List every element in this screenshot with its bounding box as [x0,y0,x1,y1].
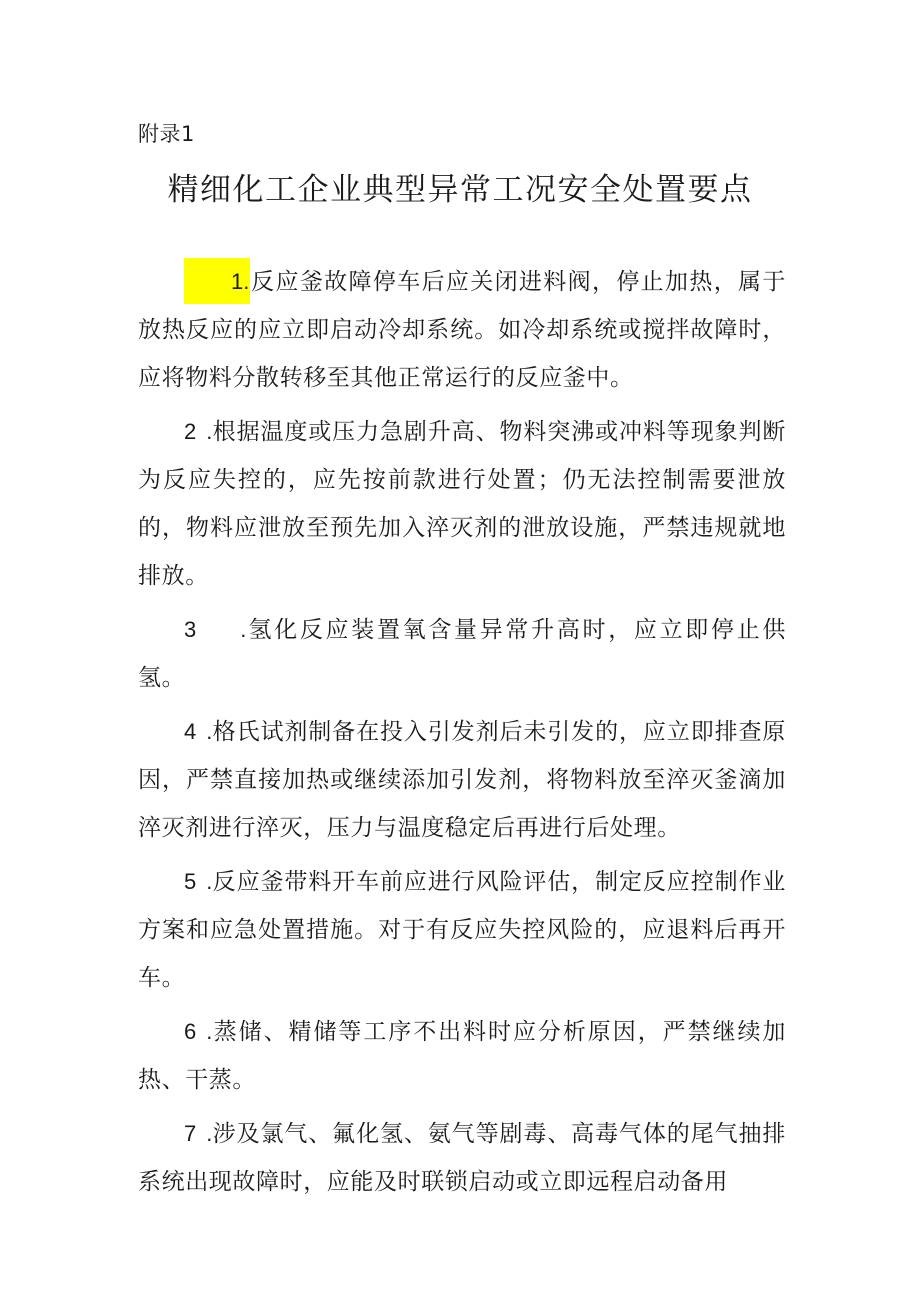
appendix-label: 附录1 [138,122,195,146]
item-separator: . [206,419,213,444]
list-item-1 [138,258,786,402]
item-text: 反应釜带料开车前应进行风险评估，制定反应控制作业方案和应急处置措施。对于有反应失控风险的，应退料后再开车。 [138,869,786,991]
item-text: 氢化反应装置氧含量异常升高时，应立即停止供氢。 [138,617,786,691]
item-text: 蒸储、精储等工序不出料时应分析原因，严禁继续加热、干蒸。 [138,1019,786,1093]
item-number: 4 [184,719,197,744]
item-separator: . [240,617,247,642]
item-text: 根据温度或压力急剧升高、物料突沸或冲料等现象判断为反应失控的，应先按前款进行处置；仍无法控制需要泄放的，物料应泄放至预先加入淬灭剂的泄放设施，严禁违规就地排放。 [138,419,786,589]
list-item-4 [138,708,786,852]
item-separator: . [206,1019,213,1044]
item-separator: . [206,1121,213,1146]
item-text: 格氏试剂制备在投入引发剂后未引发的，应立即排查原因，严禁直接加热或继续添加引发剂，将物料放至淬灭釜滴加淬灭剂进行淬灭，压力与温度稳定后再进行后处理。 [138,719,786,841]
list-item-7 [138,1110,786,1206]
item-number: 6 [184,1019,197,1044]
document-body [138,258,786,1212]
item-separator: . [206,719,213,744]
list-item-2 [138,408,786,600]
item-text: 涉及氯气、氟化氢、氨气等剧毒、高毒气体的尾气抽排系统出现故障时，应能及时联锁启动或立即远程启动备用 [138,1121,786,1195]
document-title: 精细化工企业典型异常工况安全处置要点 [167,172,753,208]
item-separator: . [206,869,213,894]
item-text: 反应釜故障停车后应关闭进料阀，停止加热，属于放热反应的应立即启动冷却系统。如冷却系统或搅拌故障时，应将物料分散转移至其他正常运行的反应釜中。 [138,269,786,391]
list-item-5 [138,858,786,1002]
item-number-highlighted: 1. [184,258,250,304]
list-item-6 [138,1008,786,1104]
list-item-3 [138,606,786,702]
item-number: 7 [184,1121,197,1146]
item-number: 5 [184,869,197,894]
item-number: 2 [184,419,197,444]
item-number: 3 [184,617,197,642]
